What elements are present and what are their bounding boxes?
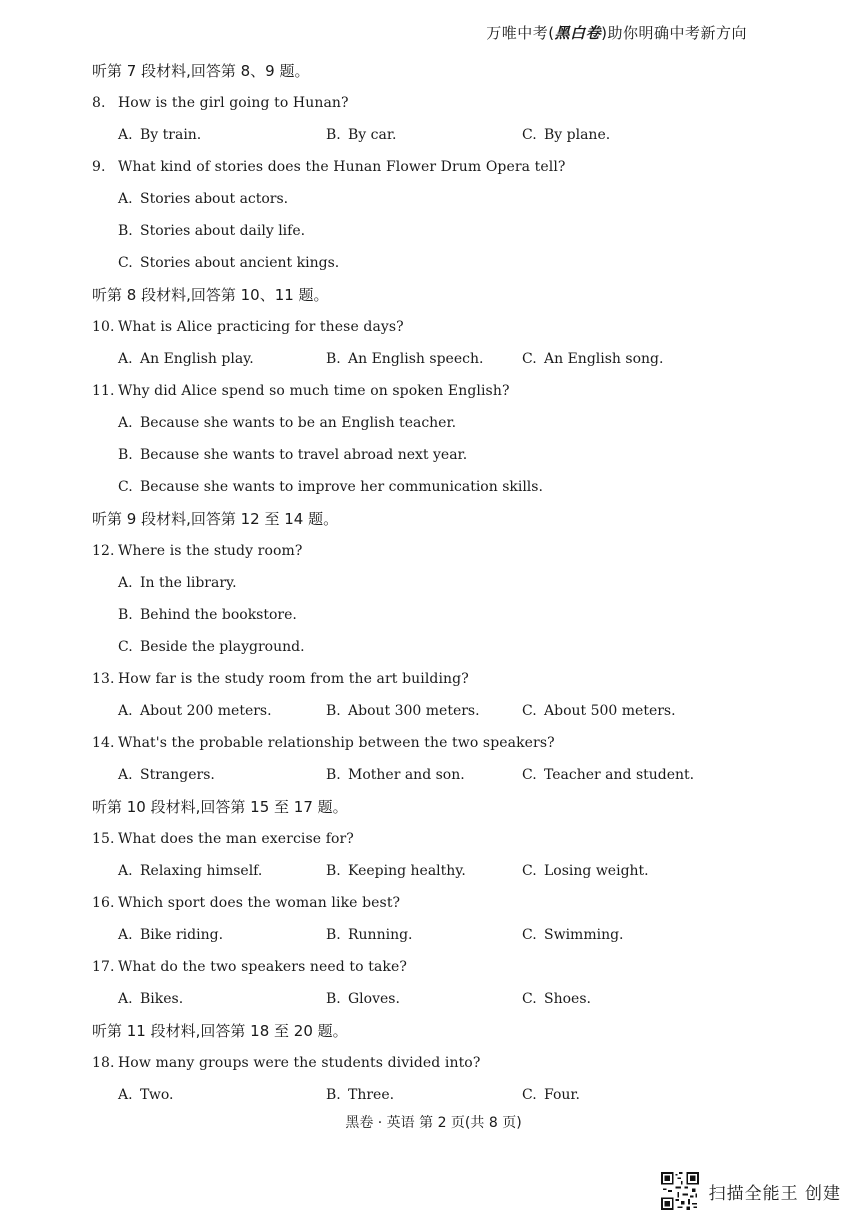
header-prefix: 万唯中考(: [486, 24, 555, 42]
question-text: What kind of stories does the Hunan Flower Drum Opera tell?: [118, 159, 566, 175]
option-letter: C.: [522, 767, 537, 783]
option-text: Running.: [348, 927, 413, 943]
question-number: 13.: [92, 671, 115, 687]
question-stem: [92, 823, 787, 855]
section-heading: 听第 7 段材料,回答第 8、9 题。: [92, 62, 310, 80]
question-stem: [92, 151, 787, 183]
answer-option: [522, 983, 722, 1015]
qr-code-icon: [661, 1172, 699, 1210]
question-stem: [92, 87, 787, 119]
answer-option: [92, 471, 787, 503]
answer-option: [522, 855, 722, 887]
option-letter: A.: [118, 703, 133, 719]
options-row: [92, 343, 787, 375]
question-stem: [92, 951, 787, 983]
answer-option: [118, 343, 326, 375]
answer-option: [92, 599, 787, 631]
question-stem: [92, 535, 787, 567]
answer-option: [118, 1079, 326, 1111]
option-letter: A.: [118, 863, 133, 879]
option-letter: B.: [326, 351, 341, 367]
question-stem: [92, 1047, 787, 1079]
answer-option: [522, 119, 722, 151]
answer-option: [522, 343, 722, 375]
option-letter: A.: [118, 415, 133, 431]
question-section: [92, 55, 787, 279]
option-text: Bike riding.: [140, 927, 224, 943]
option-letter: C.: [522, 927, 537, 943]
option-text: An English play.: [140, 351, 254, 367]
option-text: By car.: [348, 127, 397, 143]
option-text: Shoes.: [544, 991, 591, 1007]
page-footer: 黑卷 · 英语 第 2 页(共 8 页): [345, 1115, 522, 1131]
option-text: Stories about daily life.: [140, 223, 306, 239]
question-stem: [92, 375, 787, 407]
answer-option: [326, 343, 522, 375]
option-text: Because she wants to travel abroad next year.: [140, 447, 468, 463]
option-letter: B.: [326, 991, 341, 1007]
question-number: 8.: [92, 95, 106, 111]
option-text: Swimming.: [544, 927, 624, 943]
option-letter: A.: [118, 927, 133, 943]
option-letter: A.: [118, 991, 133, 1007]
option-text: Mother and son.: [348, 767, 465, 783]
question-stem: [92, 663, 787, 695]
question-stem: [92, 727, 787, 759]
section-heading: 听第 10 段材料,回答第 15 至 17 题。: [92, 798, 348, 816]
option-text: About 300 meters.: [348, 703, 480, 719]
answer-option: [522, 695, 722, 727]
option-letter: A.: [118, 127, 133, 143]
option-letter: A.: [118, 575, 133, 591]
option-letter: C.: [522, 127, 537, 143]
options-row: [92, 983, 787, 1015]
answer-option: [326, 983, 522, 1015]
answer-option: [92, 215, 787, 247]
question-stem: [92, 311, 787, 343]
answer-option: [92, 183, 787, 215]
question-number: 10.: [92, 319, 115, 335]
scanner-label: 扫描全能王 创建: [708, 1183, 841, 1204]
header-emphasis: 黑白卷: [554, 24, 602, 42]
option-letter: A.: [118, 191, 133, 207]
option-letter: B.: [326, 863, 341, 879]
option-text: In the library.: [140, 575, 237, 591]
question-number: 9.: [92, 159, 106, 175]
question-text: How is the girl going to Hunan?: [118, 95, 349, 111]
option-letter: A.: [118, 767, 133, 783]
option-text: Four.: [544, 1087, 580, 1103]
question-number: 18.: [92, 1055, 115, 1071]
option-letter: B.: [118, 607, 133, 623]
question-stem: [92, 887, 787, 919]
answer-option: [92, 439, 787, 471]
option-text: Because she wants to be an English teacher.: [140, 415, 457, 431]
option-text: An English song.: [544, 351, 664, 367]
option-text: About 500 meters.: [544, 703, 676, 719]
header-suffix: )助你明确中考新方向: [601, 24, 747, 42]
answer-option: [118, 983, 326, 1015]
answer-option: [522, 1079, 722, 1111]
answer-option: [522, 759, 722, 791]
option-letter: C.: [522, 991, 537, 1007]
option-text: Stories about actors.: [140, 191, 289, 207]
question-section: [92, 503, 787, 791]
question-text: Which sport does the woman like best?: [118, 895, 401, 911]
option-text: Relaxing himself.: [140, 863, 263, 879]
option-letter: B.: [326, 927, 341, 943]
option-letter: C.: [118, 479, 133, 495]
option-letter: B.: [118, 223, 133, 239]
answer-option: [326, 855, 522, 887]
question-text: What's the probable relationship between the two speakers?: [118, 735, 555, 751]
option-letter: C.: [118, 639, 133, 655]
option-text: Stories about ancient kings.: [140, 255, 340, 271]
option-text: Two.: [140, 1087, 174, 1103]
option-text: Three.: [348, 1087, 395, 1103]
question-text: What does the man exercise for?: [118, 831, 354, 847]
option-letter: A.: [118, 1087, 133, 1103]
option-letter: C.: [522, 863, 537, 879]
answer-option: [92, 631, 787, 663]
question-section: [92, 1015, 787, 1111]
option-text: Because she wants to improve her communication skills.: [140, 479, 543, 495]
options-row: [92, 759, 787, 791]
answer-option: [92, 407, 787, 439]
question-text: How far is the study room from the art building?: [118, 671, 469, 687]
option-letter: B.: [326, 127, 341, 143]
option-letter: B.: [118, 447, 133, 463]
answer-option: [326, 1079, 522, 1111]
scanner-watermark: [661, 1172, 841, 1210]
answer-option: [92, 567, 787, 599]
question-number: 11.: [92, 383, 115, 399]
options-row: [92, 119, 787, 151]
section-heading: 听第 8 段材料,回答第 10、11 题。: [92, 286, 329, 304]
option-text: Behind the bookstore.: [140, 607, 297, 623]
question-section: [92, 791, 787, 1015]
option-text: Beside the playground.: [140, 639, 305, 655]
question-text: Where is the study room?: [118, 543, 303, 559]
answer-option: [326, 119, 522, 151]
option-text: Gloves.: [348, 991, 400, 1007]
option-letter: B.: [326, 767, 341, 783]
question-text: What is Alice practicing for these days?: [118, 319, 404, 335]
section-heading: 听第 11 段材料,回答第 18 至 20 题。: [92, 1022, 348, 1040]
answer-option: [118, 855, 326, 887]
answer-option: [118, 919, 326, 951]
answer-option: [326, 695, 522, 727]
answer-option: [326, 759, 522, 791]
option-letter: C.: [118, 255, 133, 271]
answer-option: [326, 919, 522, 951]
option-text: Strangers.: [140, 767, 215, 783]
options-row: [92, 855, 787, 887]
question-number: 14.: [92, 735, 115, 751]
question-number: 17.: [92, 959, 115, 975]
question-number: 16.: [92, 895, 115, 911]
section-heading: 听第 9 段材料,回答第 12 至 14 题。: [92, 510, 339, 528]
question-number: 12.: [92, 543, 115, 559]
option-text: Bikes.: [140, 991, 184, 1007]
answer-option: [118, 119, 326, 151]
option-text: Teacher and student.: [544, 767, 695, 783]
answer-option: [118, 759, 326, 791]
option-letter: C.: [522, 351, 537, 367]
option-letter: C.: [522, 703, 537, 719]
option-text: Losing weight.: [544, 863, 649, 879]
answer-option: [92, 247, 787, 279]
options-row: [92, 1079, 787, 1111]
answer-option: [118, 695, 326, 727]
option-text: By plane.: [544, 127, 611, 143]
answer-option: [522, 919, 722, 951]
option-letter: A.: [118, 351, 133, 367]
question-section: [92, 279, 787, 503]
option-letter: B.: [326, 1087, 341, 1103]
option-text: About 200 meters.: [140, 703, 272, 719]
option-letter: B.: [326, 703, 341, 719]
question-text: How many groups were the students divided into?: [118, 1055, 481, 1071]
exam-content: [92, 55, 787, 1111]
question-number: 15.: [92, 831, 115, 847]
page-header: [486, 22, 747, 43]
options-row: [92, 919, 787, 951]
option-text: Keeping healthy.: [348, 863, 466, 879]
question-text: What do the two speakers need to take?: [118, 959, 407, 975]
option-text: By train.: [140, 127, 202, 143]
option-letter: C.: [522, 1087, 537, 1103]
options-row: [92, 695, 787, 727]
option-text: An English speech.: [348, 351, 484, 367]
question-text: Why did Alice spend so much time on spoken English?: [118, 383, 510, 399]
